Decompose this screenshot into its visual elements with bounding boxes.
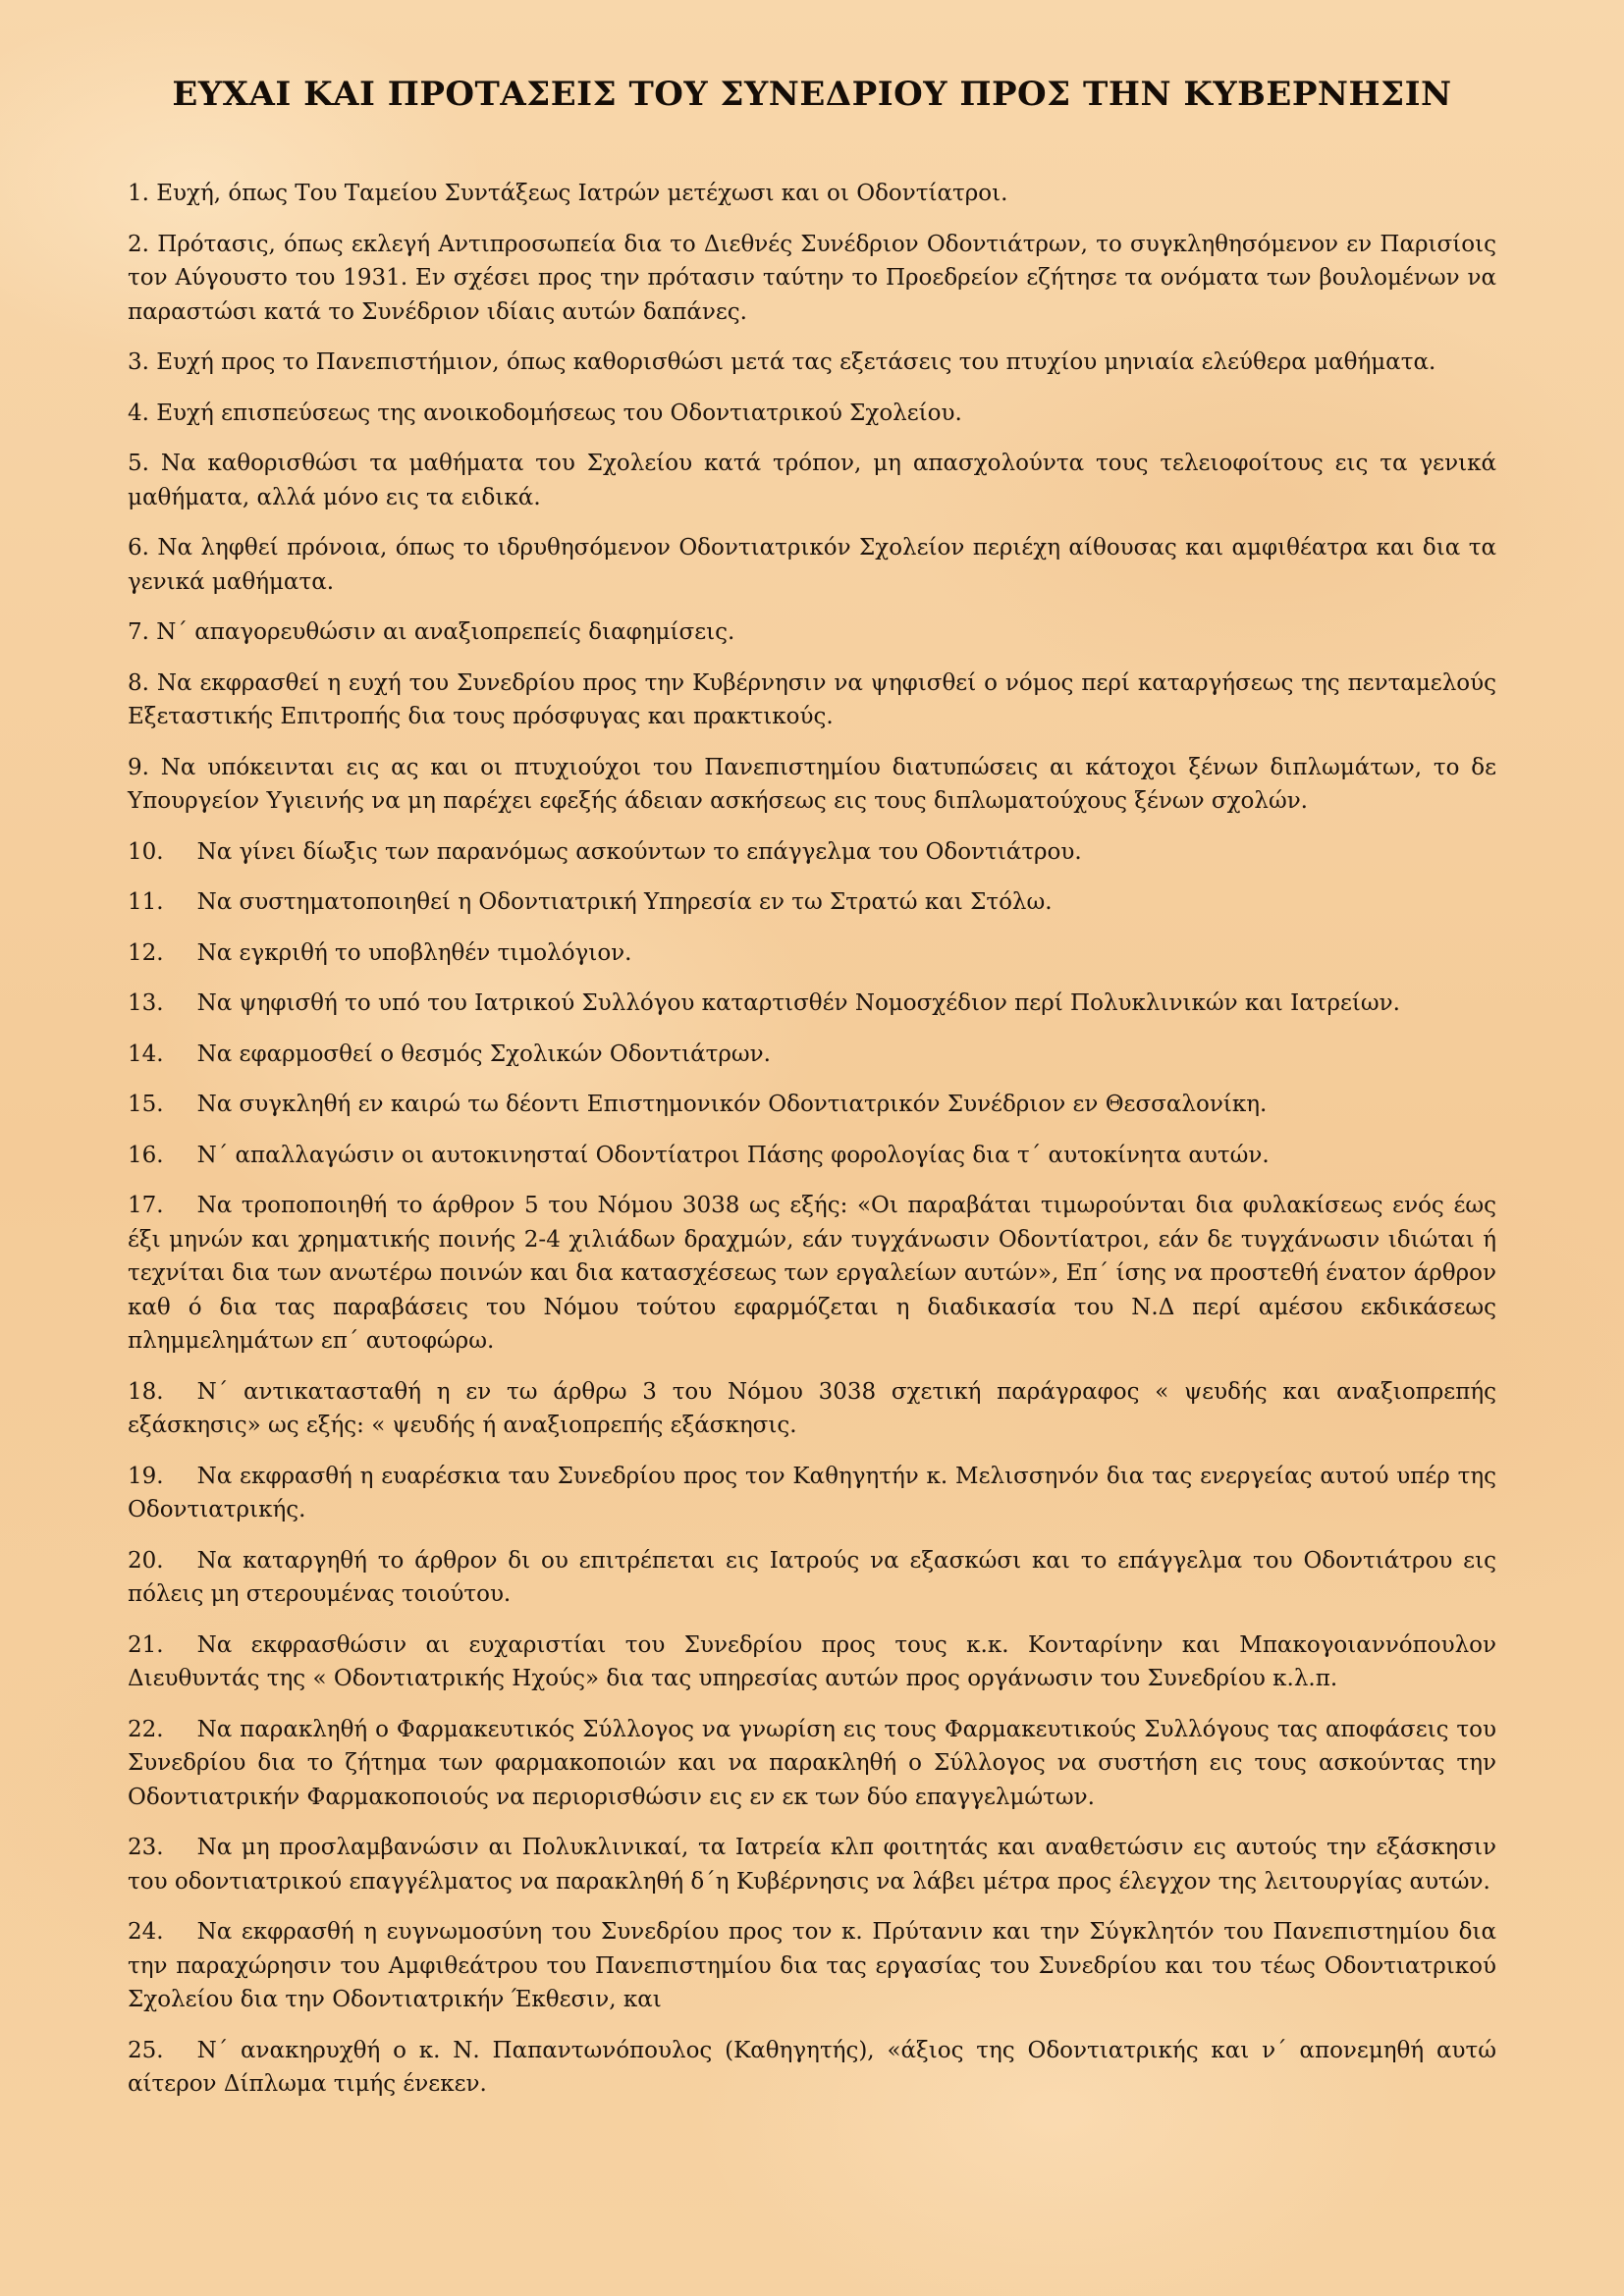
item-text: Να μη προσλαμβανώσιν αι Πολυκλινικαί, τα Ιατρεία κλπ φοιτητάς και αναθετώσιν εις αυτούς την εξάσκησιν του οδοντιατρικού επαγγέλματος να παρακληθή δ΄η Κυβέρνησις να λάβει μέτρα προς έλεγχον της λειτουργίας αυτών. (128, 1835, 1496, 1895)
item-text: Ν΄ ανακηρυχθή ο κ. Ν. Παπαντωνόπουλος (Καθηγητής), «άξιος της Οδοντιατρικής και ν΄ απονεμηθή αυτώ αίτερον Δίπλωμα τιμής ένεκεν. (128, 2037, 1496, 2097)
item-number: 3. (128, 349, 149, 375)
list-item (128, 1139, 1496, 1173)
list-item (128, 885, 1496, 920)
item-text: Να καταργηθή το άρθρον δι ου επιτρέπεται εις Ιατρούς να εξασκώσι και το επάγγελμα του Οδοντιάτρου εις πόλεις μη στερουμένας τοιούτου. (128, 1547, 1496, 1607)
list-item (128, 531, 1496, 599)
item-number: 16. (128, 1142, 164, 1168)
item-text: Πρότασις, όπως εκλεγή Αντιπροσωπεία δια το Διεθνές Συνέδριον Οδοντιάτρων, το συγκληθησόμενον εν Παρισίοις τον Αύγουστο του 1931. Εν σχέσει προς την πρότασιν ταύτην το Προεδρείον εζήτησε τα ονόματα των βουλομένων να παραστώσι κατά το Συνέδριον ιδίαις αυτών δαπάνες. (128, 231, 1496, 325)
item-text: Να τροποποιηθή το άρθρον 5 του Νόμου 3038 ως εξής: «Οι παραβάται τιμωρούνται δια φυλακίσεως ενός έως έξι μηνών και χρηματικής ποινής 2-4 χιλιάδων δραχμών, εάν τυγχάνωσιν Οδοντίατροι, εάν δε τυγχάνωσιν ιδιώται ή τεχνίται δια των ανωτέρω ποινών και δια κατασχέσεως των εργαλείων αυτών», Επ΄ ίσης να προστεθή ένατον άρθρον καθ ό δια τας παραβάσεις του Νόμου τούτου εφαρμόζεται η διαδικασία του Ν.Δ περί αμέσου εκδικάσεως πλημμελημάτων επ΄ αυτοφώρω. (128, 1193, 1496, 1354)
item-number: 2. (128, 231, 149, 257)
item-text: Να ληφθεί πρόνοια, όπως το ιδρυθησόμενον Οδοντιατρικόν Σχολείον περιέχη αίθουσας και αμφιθέατρα και δια τα γενικά μαθήματα. (128, 535, 1496, 595)
list-item (128, 228, 1496, 330)
item-text: Ευχή επισπεύσεως της ανοικοδομήσεως του Οδοντιατρικού Σχολείου. (156, 400, 962, 426)
list-item (128, 987, 1496, 1021)
item-number: 12. (128, 939, 164, 966)
item-text: Να συγκληθή εν καιρώ τω δέοντι Επιστημονικόν Οδοντιατρικόν Συνέδριον εν Θεσσαλονίκη. (196, 1092, 1268, 1117)
list-item (128, 1629, 1496, 1696)
list-item (128, 835, 1496, 870)
item-number: 21. (128, 1631, 164, 1658)
item-text: Να συστηματοποιηθεί η Οδοντιατρική Υπηρεσία εν τω Στρατώ και Στόλω. (196, 889, 1053, 915)
resolutions-list (128, 177, 1496, 2102)
list-item (128, 2034, 1496, 2102)
item-text: Να εκφρασθώσιν αι ευχαριστίαι του Συνεδρίου προς τους κ.κ. Κονταρίνην και Μπακογοιαννόπουλον Διευθυντάς της « Οδοντιατρικής Ηχούς» δια τας υπηρεσίας αυτών προς οργάνωσιν του Συνεδρίου κ.λ.π. (128, 1631, 1496, 1691)
item-text: Ν΄ αντικατασταθή η εν τω άρθρω 3 του Νόμου 3038 σχετική παράγραφος « ψευδής και αναξιοπρεπής εξάσκησις» ως εξής: « ψευδής ή αναξιοπρεπής εξάσκησις. (128, 1378, 1496, 1438)
list-item (128, 936, 1496, 971)
list-item (128, 1544, 1496, 1612)
item-number: 6. (128, 535, 149, 561)
list-item (128, 615, 1496, 650)
list-item (128, 1088, 1496, 1122)
item-number: 18. (128, 1378, 164, 1405)
item-text: Ν΄ απαγορευθώσιν αι αναξιοπρεπείς διαφημίσεις. (156, 619, 735, 645)
list-item (128, 1713, 1496, 1815)
item-text: Να γίνει δίωξις των παρανόμως ασκούντων το επάγγελμα του Οδοντιάτρου. (196, 838, 1082, 865)
item-text: Ευχή, όπως Του Ταμείου Συντάξεως Ιατρών μετέχωσι και οι Οδοντίατροι. (156, 181, 1008, 206)
item-number: 10. (128, 838, 164, 865)
list-item (128, 1189, 1496, 1359)
item-number: 9. (128, 754, 149, 780)
item-text: Να εγκριθή το υποβληθέν τιμολόγιον. (196, 939, 632, 966)
item-number: 23. (128, 1835, 164, 1860)
item-number: 22. (128, 1716, 164, 1742)
item-number: 1. (128, 181, 149, 206)
item-number: 19. (128, 1463, 164, 1489)
list-item (128, 1915, 1496, 2017)
list-item (128, 177, 1496, 211)
item-text: Να παρακληθή ο Φαρμακευτικός Σύλλογος να γνωρίση εις τους Φαρμακευτικούς Συλλόγους τας αποφάσεις του Συνεδρίου δια το ζήτημα των φαρμακοποιών και να παρακληθή ο Σύλλογος να συστήση εις τους ασκούντας την Οδοντιατρικήν Φαρμακοποιούς να περιορισθώσιν εις εν εκ των δύο επαγγελμώτων. (128, 1716, 1496, 1810)
item-text: Να εκφρασθή η ευαρέσκια ταυ Συνεδρίου προς τον Καθηγητήν κ. Μελισσηνόν δια τας ενεργείας αυτού υπέρ της Οδοντιατρικής. (128, 1463, 1496, 1522)
item-text: Να εκφρασθεί η ευχή του Συνεδρίου προς την Κυβέρνησιν να ψηφισθεί ο νόμος περί καταργήσεως της πενταμελούς Εξεταστικής Επιτροπής δια τους πρόσφυγας και πρακτικούς. (128, 669, 1496, 729)
list-item (128, 1038, 1496, 1072)
item-number: 7. (128, 619, 149, 645)
list-item (128, 346, 1496, 380)
item-number: 4. (128, 400, 149, 426)
document-page (128, 69, 1496, 2118)
item-number: 20. (128, 1547, 164, 1574)
list-item (128, 667, 1496, 734)
item-number: 11. (128, 889, 164, 915)
list-item (128, 1831, 1496, 1898)
item-text: Ν΄ απαλλαγώσιν οι αυτοκινησταί Οδοντίατροι Πάσης φορολογίας δια τ΄ αυτοκίνητα αυτών. (196, 1142, 1270, 1168)
item-number: 24. (128, 1919, 164, 1945)
list-item (128, 397, 1496, 431)
item-text: Να υπόκεινται εις ας και οι πτυχιούχοι του Πανεπιστημίου διατυπώσεις αι κάτοχοι ξένων διπλωμάτων, το δε Υπουργείον Υγιεινής να μη παρέχει εφεξής άδειαν ασκήσεως εις τους διπλωματούχους ξένων σχολών. (128, 754, 1497, 814)
item-number: 14. (128, 1041, 164, 1067)
list-item (128, 447, 1496, 514)
item-text: Να καθορισθώσι τα μαθήματα του Σχολείου κατά τρόπον, μη απασχολούντα τους τελειοφοίτους εις τα γενικά μαθήματα, αλλά μόνο εις τα ειδικά. (128, 451, 1497, 510)
item-text: Να εκφρασθή η ευγνωμοσύνη του Συνεδρίου προς τον κ. Πρύτανιν και την Σύγκλητόν του Πανεπιστημίου δια την παραχώρησιν του Αμφιθεάτρου του Πανεπιστημίου δια τας εργασίας του Συνεδρίου και του τέως Οδοντιατρικού Σχολείου δια την Οδοντιατρικήν Έκθεσιν, και (128, 1919, 1496, 2012)
item-text: Να ψηφισθή το υπό του Ιατρικού Συλλόγου καταρτισθέν Νομοσχέδιον περί Πολυκλινικών και Ιατρείων. (196, 990, 1400, 1016)
item-text: Να εφαρμοσθεί ο θεσμός Σχολικών Οδοντιάτρων. (196, 1041, 771, 1067)
list-item (128, 751, 1496, 819)
item-number: 25. (128, 2037, 164, 2063)
item-number: 17. (128, 1193, 164, 1218)
item-number: 13. (128, 990, 164, 1016)
item-number: 8. (128, 669, 149, 696)
item-number: 15. (128, 1092, 164, 1117)
list-item (128, 1460, 1496, 1527)
page-title: ΕΥΧΑΙ ΚΑΙ ΠΡΟΤΑΣΕΙΣ ΤΟΥ ΣΥΝΕΔΡΙΟΥ ΠΡΟΣ ΤΗΝ ΚΥΒΕΡΝΗΣΙΝ (172, 75, 1452, 114)
list-item (128, 1375, 1496, 1443)
item-number: 5. (128, 451, 149, 476)
item-text: Ευχή προς το Πανεπιστήμιον, όπως καθορισθώσι μετά τας εξετάσεις του πτυχίου μηνιαία ελεύθερα μαθήματα. (156, 349, 1436, 375)
